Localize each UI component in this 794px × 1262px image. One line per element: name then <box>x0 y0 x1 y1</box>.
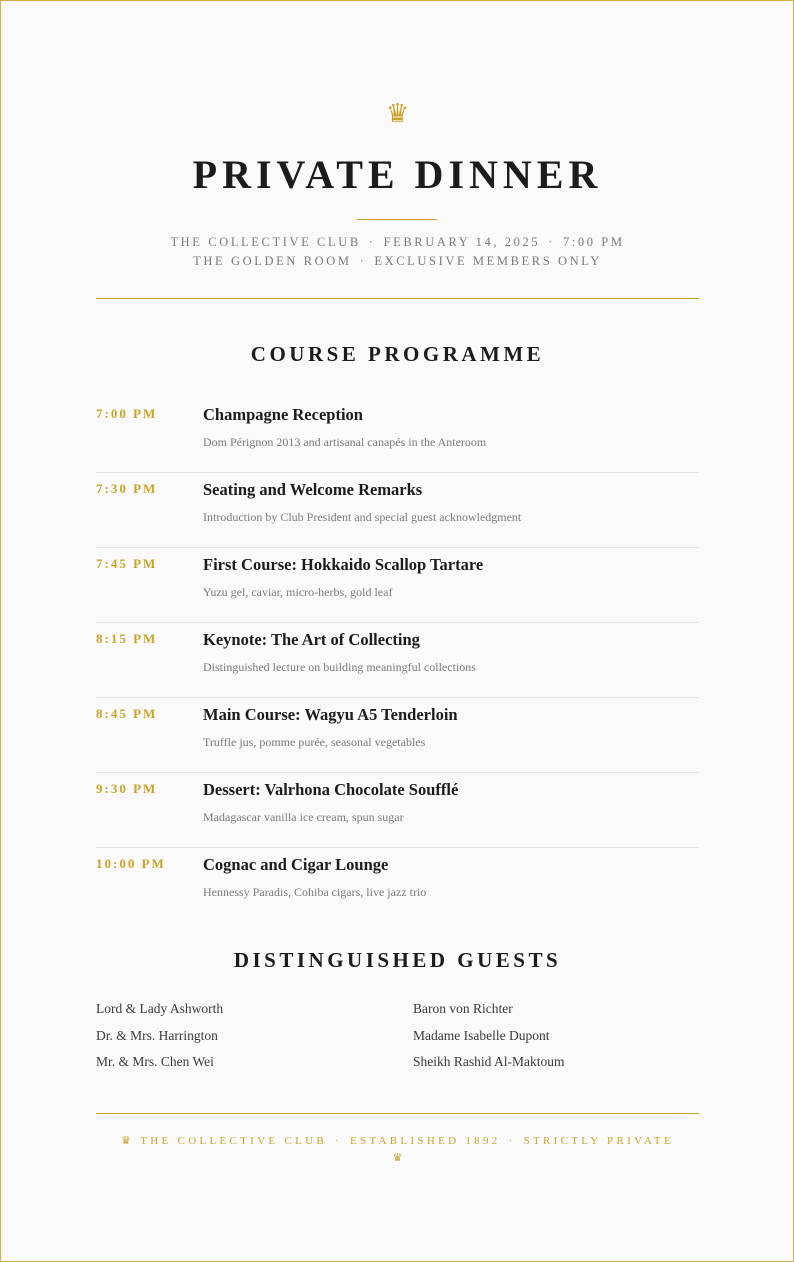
programme-title: COURSE PROGRAMME <box>250 342 545 366</box>
separator-dot: · <box>548 235 555 249</box>
club-name: THE COLLECTIVE CLUB <box>170 235 361 249</box>
crown-icon: ♛ <box>385 99 410 128</box>
course-name: Seating and Welcome Remarks <box>203 480 423 499</box>
crown-icon: ♛ <box>392 1152 403 1164</box>
course-item <box>96 697 699 773</box>
course-description: Truffle jus, pomme purée, seasonal vegetables <box>203 735 426 749</box>
course-time: 8:45 PM <box>96 706 158 721</box>
course-time: 10:00 PM <box>96 856 166 871</box>
course-item <box>96 772 699 848</box>
course-time: 7:00 PM <box>96 406 158 421</box>
course-time: 7:30 PM <box>96 481 158 496</box>
course-item <box>96 397 699 473</box>
course-description: Yuzu gel, caviar, micro-herbs, gold leaf <box>203 585 393 599</box>
course-name: First Course: Hokkaido Scallop Tartare <box>203 555 484 574</box>
course-description: Madagascar vanilla ice cream, spun sugar <box>203 810 404 824</box>
event-time: 7:00 PM <box>562 235 625 249</box>
course-description: Introduction by Club President and special guest acknowledgment <box>203 510 522 524</box>
course-item <box>96 547 699 623</box>
guest-name: Baron von Richter <box>413 1001 513 1016</box>
event-meta-line-1 <box>96 234 699 250</box>
venue-room: THE GOLDEN ROOM <box>193 254 352 268</box>
course-name: Dessert: Valrhona Chocolate Soufflé <box>203 780 459 799</box>
course-description: Hennessy Paradis, Cohiba cigars, live jazz trio <box>203 885 427 899</box>
guest-name: Mr. & Mrs. Chen Wei <box>96 1054 214 1069</box>
guest-name: Sheikh Rashid Al-Maktoum <box>413 1054 565 1069</box>
access-note: EXCLUSIVE MEMBERS ONLY <box>374 254 602 268</box>
footer-divider <box>96 1113 699 1114</box>
course-item <box>96 847 699 922</box>
course-name: Main Course: Wagyu A5 Tenderloin <box>203 705 458 724</box>
guest-name: Lord & Lady Ashworth <box>96 1001 224 1016</box>
course-time: 9:30 PM <box>96 781 158 796</box>
event-date: FEBRUARY 14, 2025 <box>383 235 541 249</box>
footer-established: ESTABLISHED 1892 <box>349 1135 501 1147</box>
page-title: PRIVATE DINNER <box>192 152 603 197</box>
separator-dot: · <box>368 235 376 249</box>
footer-private: STRICTLY PRIVATE <box>523 1135 674 1147</box>
title-divider <box>357 219 437 220</box>
course-item <box>96 472 699 548</box>
course-name: Champagne Reception <box>203 405 363 424</box>
guests-title: DISTINGUISHED GUESTS <box>233 948 562 972</box>
course-item <box>96 622 699 698</box>
course-description: Dom Pérignon 2013 and artisanal canapés in the Anteroom <box>203 435 487 449</box>
separator-dot: · <box>508 1135 516 1147</box>
event-meta-line-2 <box>96 253 699 269</box>
course-time: 7:45 PM <box>96 556 158 571</box>
course-name: Cognac and Cigar Lounge <box>203 855 389 874</box>
footer-club: THE COLLECTIVE CLUB <box>140 1135 327 1147</box>
crown-icon: ♛ <box>121 1135 135 1147</box>
section-divider <box>96 298 699 299</box>
course-time: 8:15 PM <box>96 631 158 646</box>
separator-dot: · <box>359 254 367 268</box>
course-name: Keynote: The Art of Collecting <box>203 630 420 649</box>
separator-dot: · <box>335 1135 342 1147</box>
course-description: Distinguished lecture on building meaningful collections <box>203 660 476 674</box>
guest-name: Madame Isabelle Dupont <box>413 1028 550 1043</box>
guest-name: Dr. & Mrs. Harrington <box>96 1028 218 1043</box>
footer-text <box>96 1134 699 1148</box>
